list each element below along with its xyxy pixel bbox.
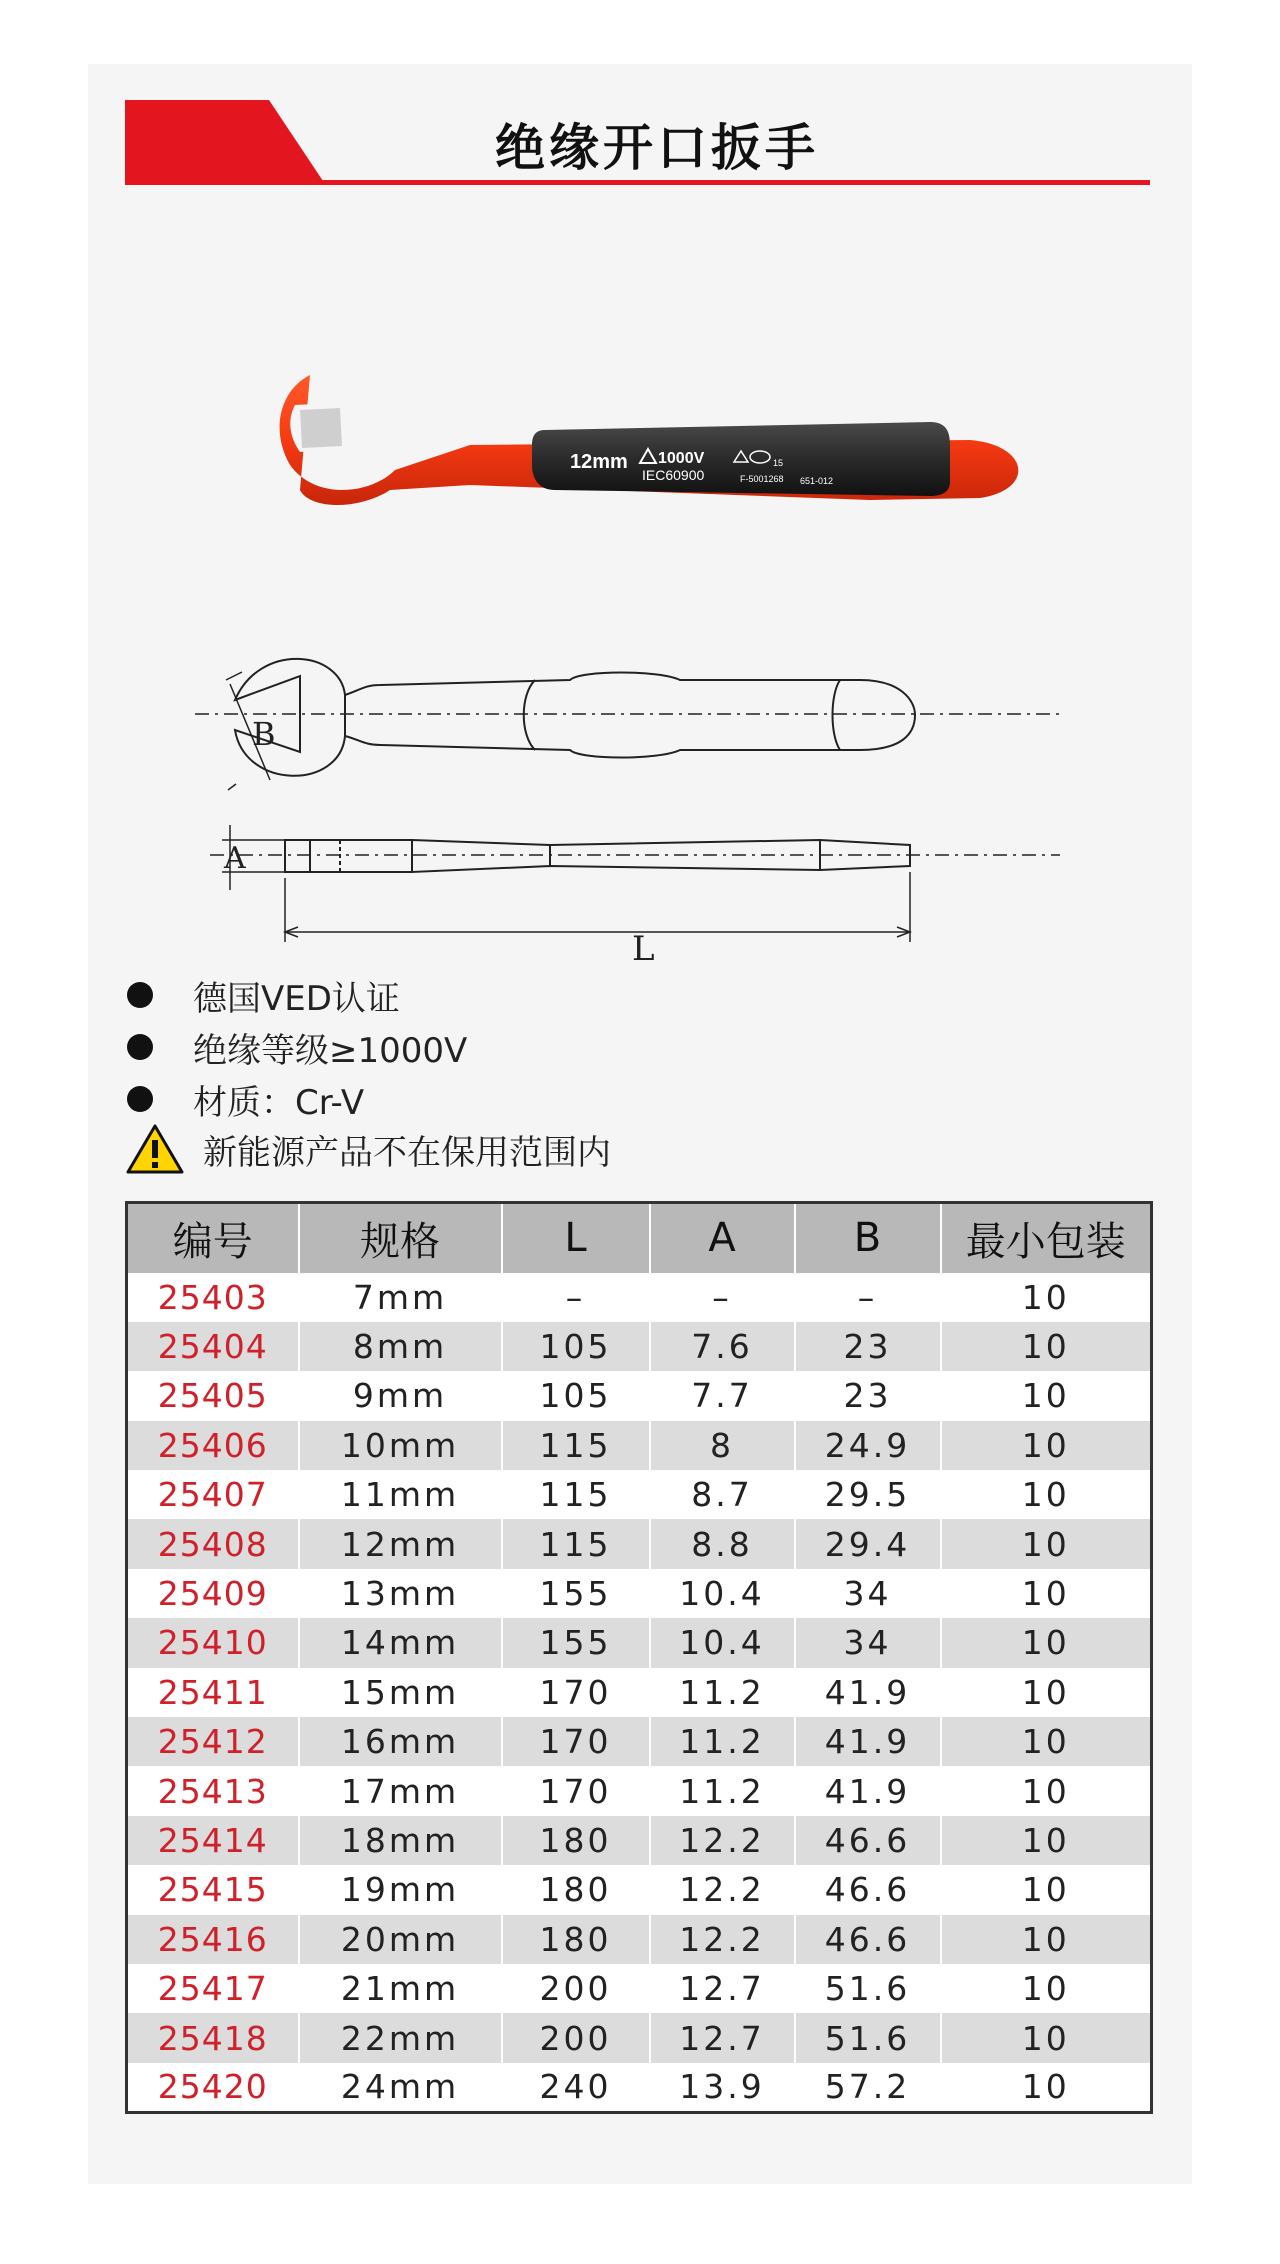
page-title: 绝缘开口扳手 <box>495 119 819 177</box>
dimension-a-label: A <box>224 841 246 876</box>
table-row <box>127 1816 1152 1865</box>
cell-spec: 18mm <box>299 1816 502 1865</box>
cell-code: 25420 <box>127 2063 299 2112</box>
cell-code: 25406 <box>127 1421 299 1470</box>
cell-spec: 13mm <box>299 1569 502 1618</box>
feature-item <box>125 1027 468 1071</box>
cell-a: 11.2 <box>650 1717 795 1766</box>
cell-spec: 20mm <box>299 1915 502 1964</box>
feature-text: 德国VED认证 <box>193 978 400 1019</box>
table-row <box>127 1273 1152 1322</box>
cell-l: 240 <box>502 2063 650 2112</box>
cell-spec: 21mm <box>299 1964 502 2013</box>
grip-small-mark: 15 <box>773 458 784 468</box>
header-l: L <box>502 1203 650 1273</box>
cell-b: 57.2 <box>795 2063 941 2112</box>
header-spec: 规格 <box>299 1203 502 1273</box>
cell-code: 25411 <box>127 1668 299 1717</box>
table-row <box>127 1717 1152 1766</box>
cell-l: 155 <box>502 1618 650 1667</box>
cell-l: 115 <box>502 1519 650 1568</box>
cell-a: 10.4 <box>650 1569 795 1618</box>
cell-b: 41.9 <box>795 1668 941 1717</box>
cell-a: 12.7 <box>650 2013 795 2062</box>
page-header <box>125 100 1150 186</box>
cell-code: 25404 <box>127 1322 299 1371</box>
cell-l: 170 <box>502 1668 650 1717</box>
cell-min-pack: 10 <box>941 1915 1152 1964</box>
spec-table <box>125 1201 1153 2114</box>
cell-b: 46.6 <box>795 1865 941 1914</box>
cell-min-pack: 10 <box>941 1371 1152 1420</box>
cell-l: 180 <box>502 1865 650 1914</box>
cell-l: 155 <box>502 1569 650 1618</box>
cell-code: 25418 <box>127 2013 299 2062</box>
table-row <box>127 1964 1152 2013</box>
technical-drawing <box>190 640 1090 970</box>
cell-spec: 8mm <box>299 1322 502 1371</box>
table-row <box>127 1421 1152 1470</box>
table-row <box>127 2013 1152 2062</box>
cell-code: 25417 <box>127 1964 299 2013</box>
feature-item <box>125 1079 365 1123</box>
cell-l: 115 <box>502 1421 650 1470</box>
table-row <box>127 1915 1152 1964</box>
cell-min-pack: 10 <box>941 1519 1152 1568</box>
cell-a: 7.7 <box>650 1371 795 1420</box>
cell-b: 41.9 <box>795 1717 941 1766</box>
cell-b: 23 <box>795 1322 941 1371</box>
cell-min-pack: 10 <box>941 1322 1152 1371</box>
table-row <box>127 1322 1152 1371</box>
header-red-tab <box>125 100 325 184</box>
cell-code: 25415 <box>127 1865 299 1914</box>
grip-code-mark: 651-012 <box>800 476 834 486</box>
cell-spec: 19mm <box>299 1865 502 1914</box>
cell-a: 8 <box>650 1421 795 1470</box>
feature-text: 材质：Cr-V <box>193 1082 365 1123</box>
header-a: A <box>650 1203 795 1273</box>
bullet-icon <box>127 1034 153 1060</box>
cell-min-pack: 10 <box>941 2063 1152 2112</box>
cell-a: 8.7 <box>650 1470 795 1519</box>
cell-a: 12.2 <box>650 1915 795 1964</box>
table-body <box>127 1273 1152 2113</box>
cell-code: 25403 <box>127 1273 299 1322</box>
cell-a: 12.2 <box>650 1816 795 1865</box>
cell-spec: 14mm <box>299 1618 502 1667</box>
cell-spec: 11mm <box>299 1470 502 1519</box>
cell-min-pack: 10 <box>941 1470 1152 1519</box>
cell-b: 34 <box>795 1569 941 1618</box>
table-row <box>127 2063 1152 2112</box>
cell-l: 115 <box>502 1470 650 1519</box>
table-row <box>127 1865 1152 1914</box>
cell-l: 200 <box>502 2013 650 2062</box>
bullet-icon <box>127 982 153 1008</box>
grip-serial-mark: F-5001268 <box>740 474 784 484</box>
dimension-l-label: L <box>632 929 655 969</box>
table-row <box>127 1766 1152 1815</box>
cell-spec: 12mm <box>299 1519 502 1568</box>
cell-code: 25412 <box>127 1717 299 1766</box>
cell-min-pack: 10 <box>941 1816 1152 1865</box>
cell-code: 25409 <box>127 1569 299 1618</box>
cell-code: 25410 <box>127 1618 299 1667</box>
table-row <box>127 1519 1152 1568</box>
cell-spec: 16mm <box>299 1717 502 1766</box>
cell-min-pack: 10 <box>941 1618 1152 1667</box>
cell-a: 13.9 <box>650 2063 795 2112</box>
cell-l: – <box>502 1273 650 1322</box>
cell-spec: 15mm <box>299 1668 502 1717</box>
table-row <box>127 1371 1152 1420</box>
cell-b: 46.6 <box>795 1915 941 1964</box>
wrench-photo <box>270 350 1040 510</box>
cell-code: 25416 <box>127 1915 299 1964</box>
table-row <box>127 1618 1152 1667</box>
cell-spec: 7mm <box>299 1273 502 1322</box>
cell-min-pack: 10 <box>941 1569 1152 1618</box>
cell-spec: 9mm <box>299 1371 502 1420</box>
dimension-b-label: B <box>252 715 276 753</box>
cell-spec: 10mm <box>299 1421 502 1470</box>
cell-a: – <box>650 1273 795 1322</box>
header-b: B <box>795 1203 941 1273</box>
cell-code: 25405 <box>127 1371 299 1420</box>
cell-b: 29.5 <box>795 1470 941 1519</box>
bullet-icon <box>127 1086 153 1112</box>
cell-b: 23 <box>795 1371 941 1420</box>
cell-code: 25414 <box>127 1816 299 1865</box>
cell-spec: 17mm <box>299 1766 502 1815</box>
cell-a: 11.2 <box>650 1668 795 1717</box>
cell-min-pack: 10 <box>941 1717 1152 1766</box>
cell-min-pack: 10 <box>941 1421 1152 1470</box>
feature-item <box>125 975 400 1019</box>
warning-icon <box>125 1123 185 1175</box>
table-row <box>127 1569 1152 1618</box>
cell-b: 24.9 <box>795 1421 941 1470</box>
cell-b: 51.6 <box>795 1964 941 2013</box>
cell-min-pack: 10 <box>941 2013 1152 2062</box>
cell-b: 51.6 <box>795 2013 941 2062</box>
cell-b: 46.6 <box>795 1816 941 1865</box>
cell-l: 105 <box>502 1371 650 1420</box>
cell-min-pack: 10 <box>941 1964 1152 2013</box>
cell-l: 170 <box>502 1766 650 1815</box>
table-header-row <box>127 1203 1152 1273</box>
header-min-pack: 最小包装 <box>941 1203 1152 1273</box>
cell-a: 10.4 <box>650 1618 795 1667</box>
cell-spec: 22mm <box>299 2013 502 2062</box>
cell-a: 11.2 <box>650 1766 795 1815</box>
grip-size-mark: 12mm <box>570 451 628 473</box>
cell-l: 105 <box>502 1322 650 1371</box>
cell-l: 170 <box>502 1717 650 1766</box>
cell-b: – <box>795 1273 941 1322</box>
feature-text: 新能源产品不在保用范围内 <box>203 1132 611 1173</box>
cell-l: 180 <box>502 1915 650 1964</box>
cell-b: 29.4 <box>795 1519 941 1568</box>
cell-code: 25407 <box>127 1470 299 1519</box>
feature-text: 绝缘等级≥1000V <box>193 1030 468 1071</box>
cell-l: 180 <box>502 1816 650 1865</box>
grip-voltage-mark: 1000V <box>658 450 705 467</box>
cell-min-pack: 10 <box>941 1668 1152 1717</box>
cell-min-pack: 10 <box>941 1865 1152 1914</box>
cell-l: 200 <box>502 1964 650 2013</box>
cell-a: 8.8 <box>650 1519 795 1568</box>
header-code: 编号 <box>127 1203 299 1273</box>
cell-code: 25408 <box>127 1519 299 1568</box>
cell-b: 41.9 <box>795 1766 941 1815</box>
cell-a: 7.6 <box>650 1322 795 1371</box>
cell-b: 34 <box>795 1618 941 1667</box>
header-underline <box>125 180 1150 185</box>
table-row <box>127 1470 1152 1519</box>
cell-a: 12.2 <box>650 1865 795 1914</box>
table-row <box>127 1668 1152 1717</box>
cell-a: 12.7 <box>650 1964 795 2013</box>
cell-code: 25413 <box>127 1766 299 1815</box>
cell-spec: 24mm <box>299 2063 502 2112</box>
feature-item-warning <box>125 1129 611 1173</box>
cell-min-pack: 10 <box>941 1273 1152 1322</box>
cell-min-pack: 10 <box>941 1766 1152 1815</box>
grip-standard-mark: IEC60900 <box>642 467 705 483</box>
